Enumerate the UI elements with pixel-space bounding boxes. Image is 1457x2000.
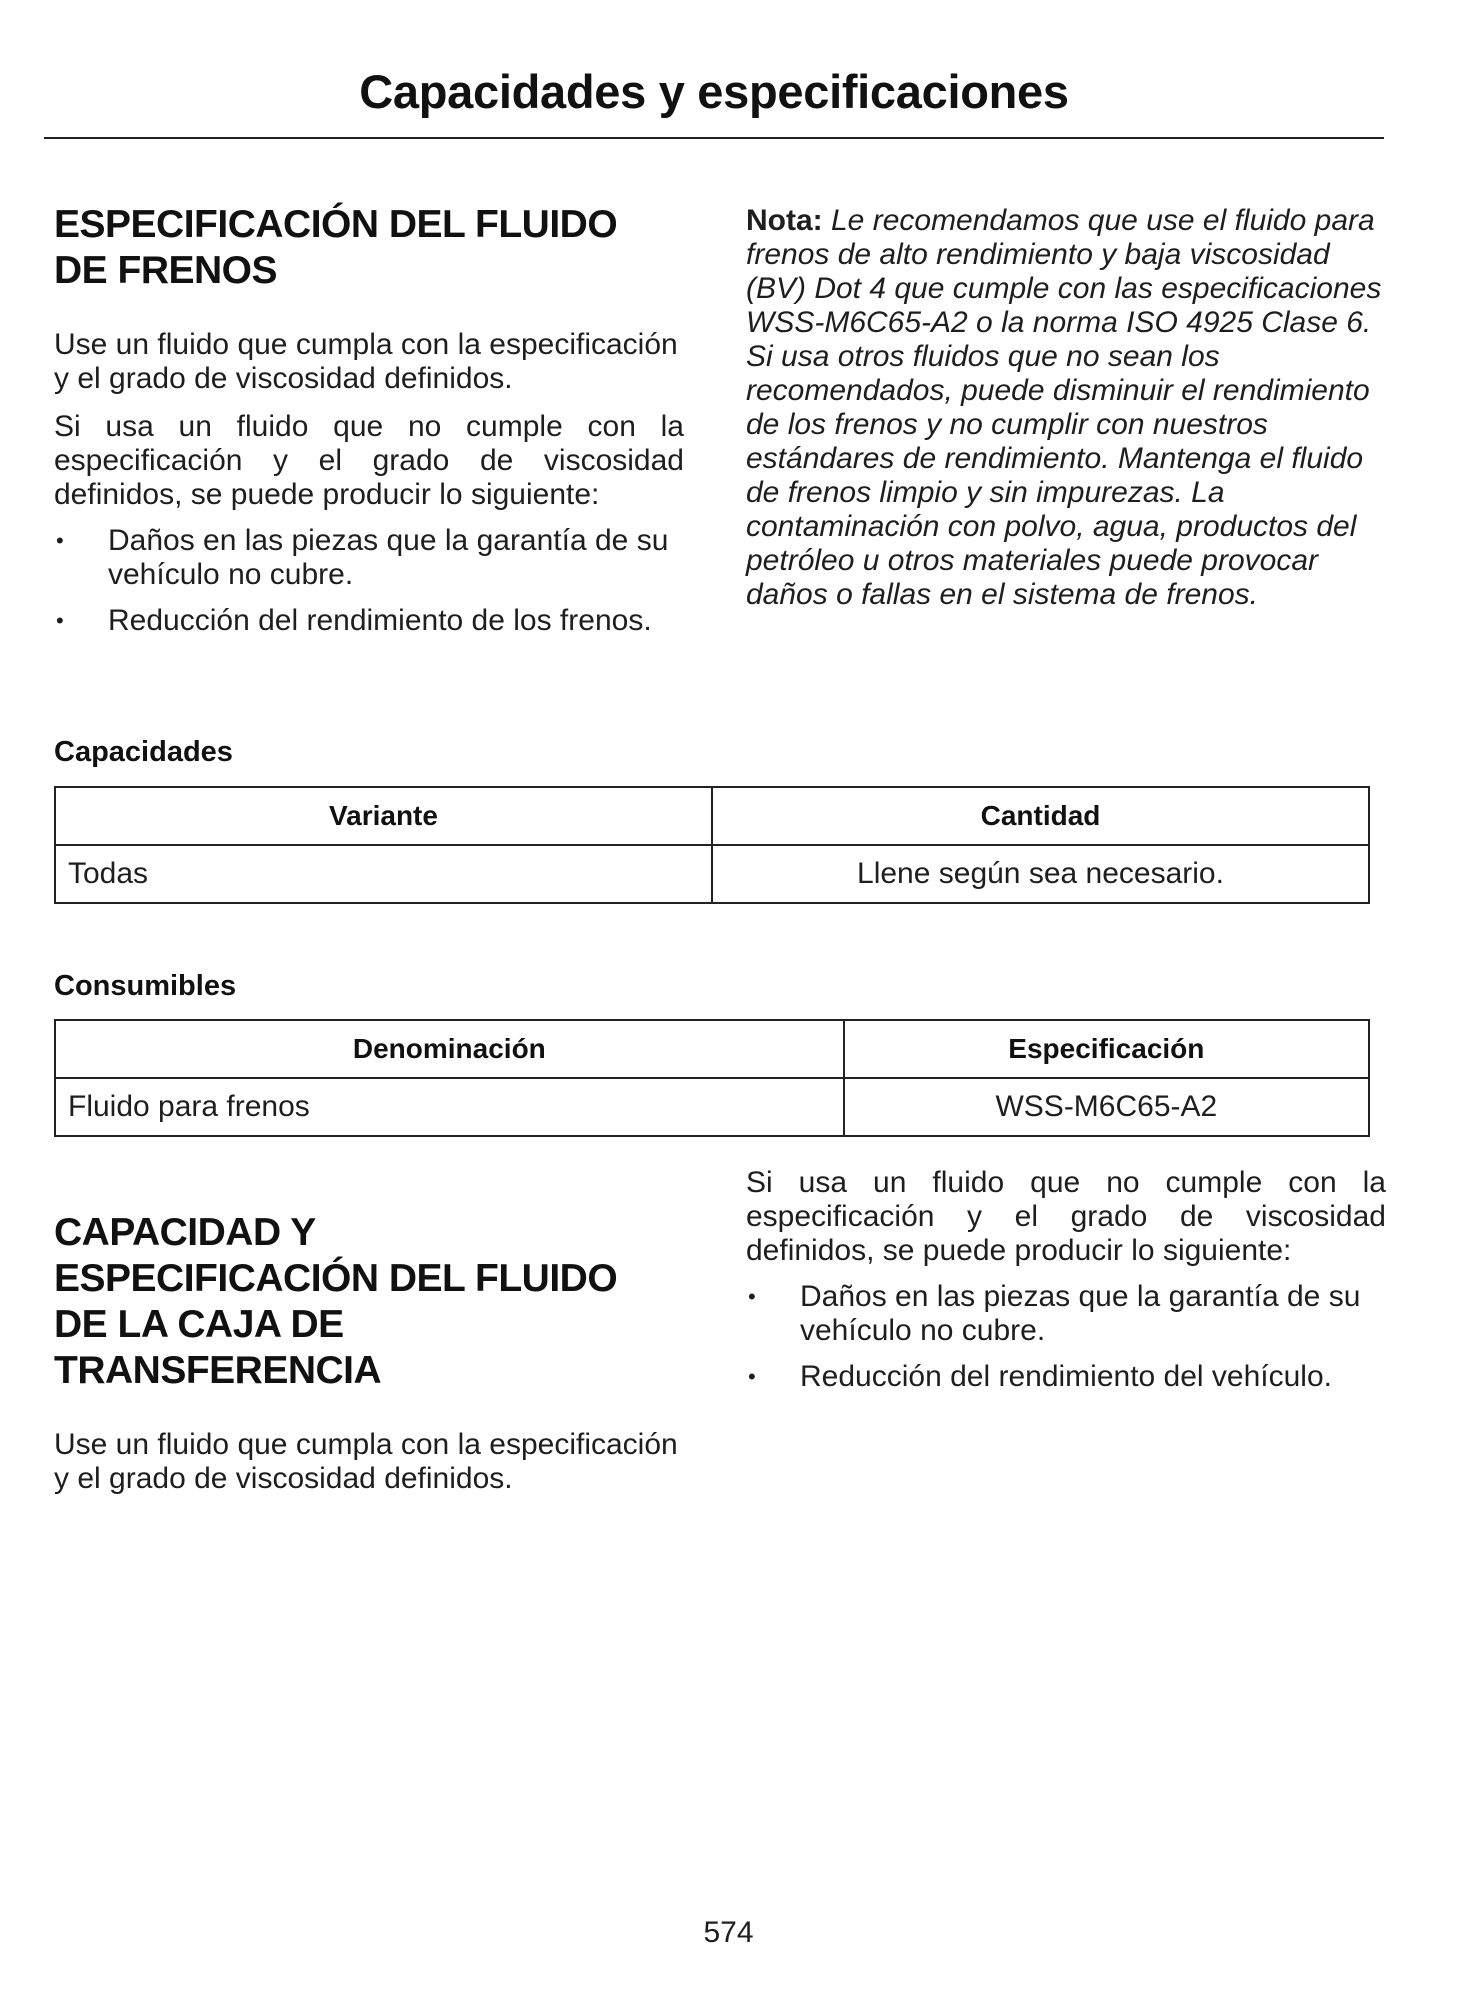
brake-fluid-heading-line2: DE FRENOS bbox=[54, 249, 278, 292]
header-divider bbox=[44, 137, 1384, 139]
transfer-case-bullet-list bbox=[746, 1280, 1386, 1394]
table-row bbox=[55, 1078, 1369, 1136]
column-header-variant: Variante bbox=[55, 787, 712, 845]
transfer-case-intro: Use un fluido que cumpla con la especificación y el grado de viscosidad definidos. bbox=[54, 1428, 678, 1495]
brake-fluid-intro: Use un fluido que cumpla con la especificación y el grado de viscosidad definidos. bbox=[54, 328, 678, 395]
transfer-case-heading-line2: ESPECIFICACIÓN DEL FLUIDO bbox=[54, 1257, 618, 1300]
column-header-spec: Especificación bbox=[844, 1020, 1369, 1078]
consumables-heading: Consumibles bbox=[54, 970, 237, 1002]
bullet-icon: • bbox=[748, 1284, 756, 1309]
table-header-row bbox=[55, 787, 1369, 845]
cell-variant: Todas bbox=[55, 845, 712, 903]
capacities-table bbox=[54, 786, 1370, 904]
transfer-case-heading-line1: CAPACIDAD Y bbox=[54, 1211, 316, 1254]
consumables-table bbox=[54, 1019, 1370, 1137]
brake-fluid-section bbox=[54, 202, 684, 638]
brake-fluid-warning: Si usa un fluido que no cumple con la especificación y el grado de viscosidad definidos, se puede producir lo siguiente: bbox=[54, 410, 684, 511]
capacities-heading: Capacidades bbox=[54, 736, 233, 768]
cell-name: Fluido para frenos bbox=[55, 1078, 844, 1136]
table-row bbox=[55, 845, 1369, 903]
brake-fluid-note bbox=[746, 204, 1386, 612]
bullet-icon: • bbox=[56, 608, 64, 633]
list-item bbox=[54, 604, 684, 638]
bullet-icon: • bbox=[748, 1364, 756, 1389]
note-label: Nota: bbox=[746, 204, 823, 237]
transfer-case-section bbox=[54, 1210, 684, 1496]
transfer-case-warning: Si usa un fluido que no cumple con la especificación y el grado de viscosidad definidos, se puede producir lo siguiente: bbox=[746, 1166, 1386, 1267]
transfer-case-heading-line3: DE LA CAJA DE bbox=[54, 1303, 344, 1346]
bullet-text: Reducción del rendimiento del vehículo. bbox=[800, 1360, 1332, 1393]
brake-fluid-bullet-list bbox=[54, 524, 684, 638]
transfer-case-warning-block bbox=[746, 1166, 1386, 1394]
cell-quantity: Llene según sea necesario. bbox=[712, 845, 1369, 903]
bullet-text: Reducción del rendimiento de los frenos. bbox=[108, 604, 652, 637]
page-title: Capacidades y especificaciones bbox=[359, 65, 1069, 118]
bullet-icon: • bbox=[56, 528, 64, 553]
note-text: Le recomendamos que use el fluido para frenos de alto rendimiento y baja viscosidad (BV) Dot 4 que cumple con las especificaciones WSS-M6C65-A2 o la norma ISO 4925 Clase 6. Si usa otros fluidos que no sean los recomendados, puede disminuir el rendimiento de los frenos y no cumplir con nuestros estándares de rendimiento. Mantenga el fluido de frenos limpio y sin impurezas. La contaminación con polvo, agua, productos del petróleo u otros materiales puede provocar daños o fallas en el sistema de frenos. bbox=[746, 204, 1382, 611]
brake-fluid-heading bbox=[54, 202, 684, 294]
column-header-name: Denominación bbox=[55, 1020, 844, 1078]
column-header-quantity: Cantidad bbox=[712, 787, 1369, 845]
transfer-case-heading bbox=[54, 1210, 684, 1394]
table-header-row bbox=[55, 1020, 1369, 1078]
list-item bbox=[54, 524, 684, 592]
page-number: 574 bbox=[703, 1916, 754, 1949]
bullet-text: Daños en las piezas que la garantía de su vehículo no cubre. bbox=[800, 1280, 1361, 1347]
bullet-text: Daños en las piezas que la garantía de su vehículo no cubre. bbox=[108, 524, 669, 591]
list-item bbox=[746, 1280, 1386, 1348]
list-item bbox=[746, 1360, 1386, 1394]
cell-spec: WSS-M6C65-A2 bbox=[844, 1078, 1369, 1136]
brake-fluid-heading-line1: ESPECIFICACIÓN DEL FLUIDO bbox=[54, 203, 618, 246]
transfer-case-heading-line4: TRANSFERENCIA bbox=[54, 1349, 382, 1392]
